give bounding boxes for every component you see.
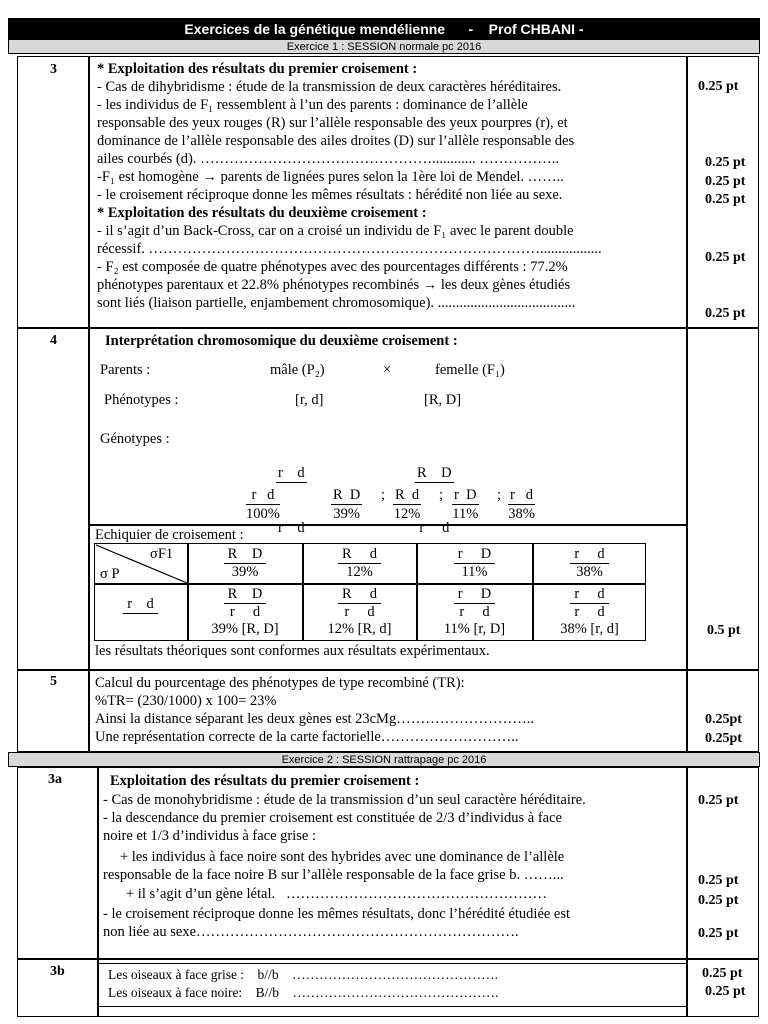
gamete-separator: ; [381, 487, 386, 503]
title-separator: - [468, 20, 474, 37]
title-text: Exercices de la génétique mendélienne [184, 20, 446, 37]
q3a-points-2: 0.25 pt [698, 893, 739, 908]
phenotype-female: [R, D] [424, 392, 462, 408]
genotype-female: $\frac{\text{R D}}{\text{r d}}$ [417, 465, 452, 536]
col-header-rd: r d 38% [533, 546, 646, 581]
q3-line-10: récessif. ………………………………………………………………………................. [97, 241, 602, 257]
q3-points-0: 0.25 pt [698, 79, 739, 94]
gamete-male: $\frac{\text{r d}}{100\%}$ [246, 487, 280, 522]
title-author: Prof CHBANI - [488, 20, 584, 37]
q3a-line-1: - Cas de monohybridisme : étude de la transmission d’un seul caractère héréditaire. [103, 792, 586, 808]
q3-line-13: sont liés (liaison partielle, enjambement chromosomique). ...................................... [97, 295, 576, 311]
corner-male-label: σ P [100, 566, 120, 582]
q5-number: 5 [50, 674, 57, 689]
q3b-points-0: 0.25 pt [702, 966, 743, 981]
gamete-rD: $\frac{\text{r D}}{11\%}$ [452, 487, 479, 522]
q3-line-8: * Exploitation des résultats du deuxième croisement : [97, 205, 427, 221]
q3-points-1: 0.25 pt [705, 155, 746, 170]
phenotype-male: [r, d] [295, 392, 324, 408]
q3a-heading: Exploitation des résultats du premier croisement : [110, 773, 420, 789]
q4-heading: Interprétation chromosomique du deuxième croisement : [105, 333, 458, 349]
col-header-Rd: R d 12% [303, 546, 416, 581]
genotype-male: $\frac{\text{r d}}{\text{r d}}$ [278, 465, 305, 536]
gamete-rd: $\frac{\text{r d}}{38\%}$ [508, 487, 535, 522]
q3b-number: 3b [50, 964, 65, 979]
q4-conclusion: les résultats théoriques sont conformes aux résultats expérimentaux. [95, 643, 490, 659]
q3-line-0: * Exploitation des résultats du premier croisement : [97, 61, 418, 77]
cell-Rd: R d r d 12% [R, d] [327, 586, 392, 637]
q3a-line-5: responsable de la face noire B sur l’allèle responsable de la face grise b. ……... [103, 867, 564, 883]
q3b-line-1: Les oiseaux à face noire: B//b ………………………………………. [108, 985, 499, 1000]
col-header-RD: R D 39% [188, 546, 302, 581]
q3a-points-3: 0.25 pt [698, 926, 739, 941]
q3a-line-6: + il s’agit d’un gène létal. ……………………………………………… [126, 886, 547, 902]
corner-female-label: σF1 [150, 546, 174, 562]
q3-line-3: responsable des yeux rouges (R) sur l’allèle responsable des yeux pourpres (r), et [97, 115, 568, 131]
q3-points-5: 0.25 pt [705, 306, 746, 321]
q3-line-2: - les individus de F₁ ressemblent à l’un des parents : dominance de l’allèle [97, 97, 528, 113]
q3-line-5: ailes courbés (d). …………………………………………............ …………….. [97, 151, 559, 167]
q3b-points-1: 0.25 pt [705, 984, 746, 999]
gamete-RD: $\frac{\text{R D}}{39\%}$ [333, 487, 361, 522]
q3-points-2: 0.25 pt [705, 174, 746, 189]
q3a-points-0: 0.25 pt [698, 793, 739, 808]
q5-points-0: 0.25pt [705, 712, 742, 727]
q3-line-9: - il s’agit d’un Back-Cross, car on a croisé un individu de F₁ avec le parent double [97, 223, 574, 239]
row-header-rd: r d [94, 596, 187, 614]
q5-line-2: Ainsi la distance séparant les deux gènes est 23cMg……………………….. [95, 711, 534, 727]
parent-male: mâle (P₂) [270, 362, 325, 378]
gamete-separator: ; [439, 487, 444, 503]
gamete-separator: ; [497, 487, 502, 503]
cell-rd: r d r d 38% [r, d] [560, 586, 619, 637]
echiquier-label: Echiquier de croisement : [95, 527, 244, 543]
page-title [8, 18, 760, 39]
q5-line-0: Calcul du pourcentage des phénotypes de type recombiné (TR): [95, 675, 465, 691]
q3-line-12: phénotypes parentaux et 22.8% phénotypes recombinés → les deux gènes étudiés [97, 277, 571, 293]
cross-symbol: × [383, 362, 392, 378]
exercise2-heading: Exercice 2 : SESSION rattrapage pc 2016 [8, 752, 760, 767]
q3b-line-0: Les oiseaux à face grise : b//b ………………………………………. [108, 967, 498, 982]
q3-line-11: - F₂ est composée de quatre phénotypes avec des pourcentages différents : 77.2% [97, 259, 568, 275]
q5-line-3: Une représentation correcte de la carte factorielle……………………….. [95, 729, 519, 745]
q5-points-1: 0.25pt [705, 731, 742, 746]
parent-female: femelle (F₁) [435, 362, 505, 378]
q3-points-3: 0.25 pt [705, 192, 746, 207]
genotypes-label: Génotypes : [100, 431, 170, 447]
q3a-number: 3a [48, 772, 62, 787]
q3a-line-8: non liée au sexe…………………………………………………………. [103, 924, 519, 940]
q3a-points-1: 0.25 pt [698, 873, 739, 888]
cell-rD: r D r d 11% [r, D] [443, 586, 506, 637]
q3-line-4: dominance de l’allèle responsable des ailes droites (D) sur l’allèle responsable des [97, 133, 575, 149]
q4-number: 4 [50, 333, 57, 348]
q3-line-7: - le croisement réciproque donne les mêmes résultats : hérédité non liée au sexe. [97, 187, 563, 203]
gamete-Rd: $\frac{\text{R d}}{12\%}$ [393, 487, 421, 522]
q3-content [97, 60, 602, 312]
parents-label: Parents : [100, 362, 151, 378]
q3a-line-2: - la descendance du premier croisement est constituée de 2/3 d’individus à face [103, 810, 562, 826]
col-header-rD: r D 11% [417, 546, 532, 581]
q4-points: 0.5 pt [707, 623, 741, 638]
phenotypes-label: Phénotypes : [104, 392, 179, 408]
q3a-line-3: noire et 1/3 d’individus à face grise : [103, 828, 317, 844]
exercise1-heading: Exercice 1 : SESSION normale pc 2016 [8, 39, 760, 54]
q5-content [95, 674, 534, 746]
q3a-line-4: + les individus à face noire sont des hybrides avec une dominance de l’allèle [120, 849, 565, 865]
q5-line-1: %TR= (230/1000) x 100= 23% [95, 693, 277, 709]
q3-points-4: 0.25 pt [705, 250, 746, 265]
q3-line-6: -F₁ est homogène → parents de lignées pures selon la 1ère loi de Mendel. …….. [97, 169, 564, 185]
cell-RD: R D r d 39% [R, D] [211, 586, 279, 637]
q3-line-1: - Cas de dihybridisme : étude de la transmission de deux caractères héréditaires. [97, 79, 562, 95]
q3-number: 3 [50, 62, 57, 77]
q3a-line-7: - le croisement réciproque donne les mêmes résultats, donc l’hérédité étudiée est [103, 906, 571, 922]
